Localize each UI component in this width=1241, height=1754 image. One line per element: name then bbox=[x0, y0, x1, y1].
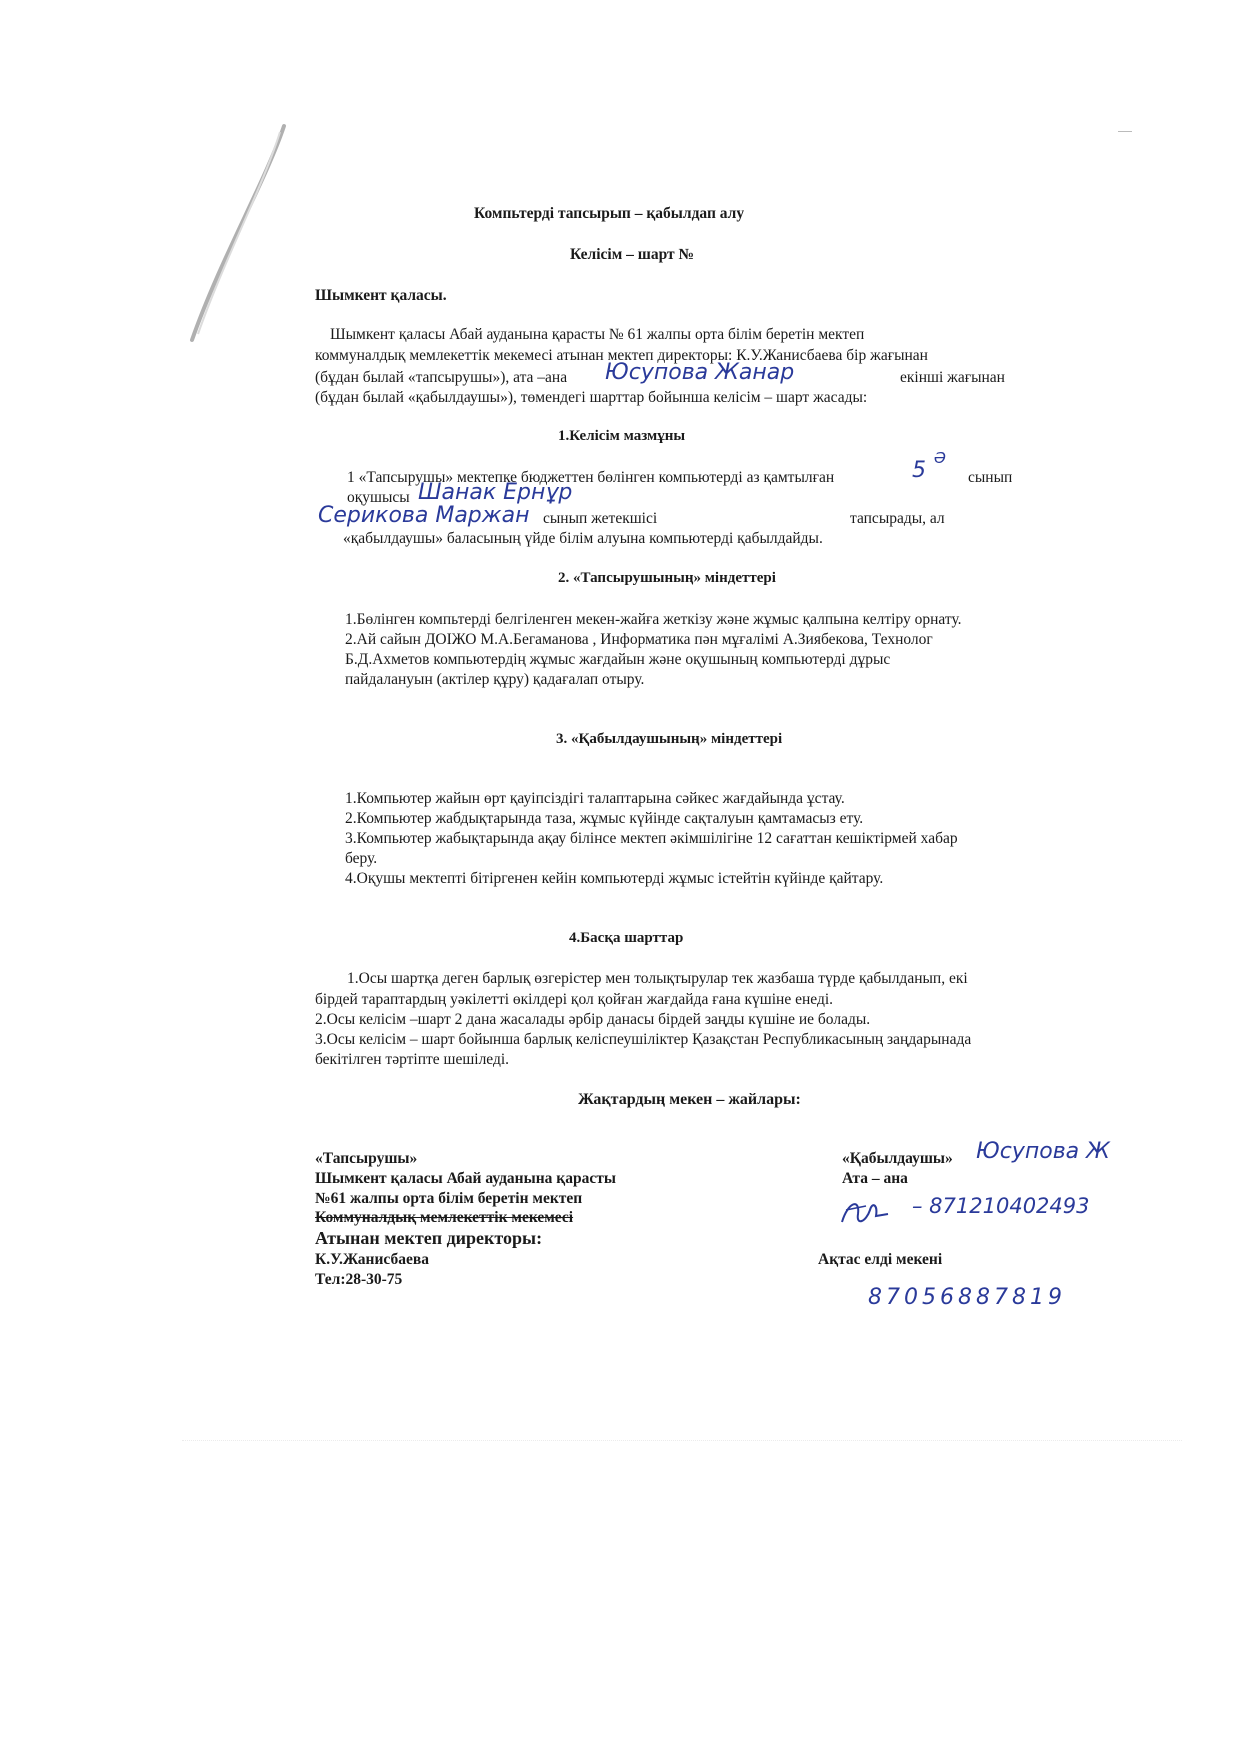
city-name: Шымкент қаласы. bbox=[315, 287, 447, 304]
giver-label: «Тапсырушы» bbox=[315, 1150, 418, 1167]
section-2-line-4: пайдалануын (актілер құру) қадағалап отыру. bbox=[345, 671, 645, 688]
section-2-line-2: 2.Ай сайын ДОІЖО М.А.Бегаманова , Информатика пән мұғалімі А.Зиябекова, Технолог bbox=[345, 631, 933, 648]
handwritten-grade: 5 bbox=[912, 458, 926, 483]
section-4-heading: 4.Басқа шарттар bbox=[569, 930, 684, 946]
pen-stroke-mark bbox=[180, 120, 290, 360]
section-2-line-3: Б.Д.Ахметов компьютердің жұмыс жағдайын және оқушының компьютерді дұрыс bbox=[345, 651, 891, 668]
section-2-line-1: 1.Бөлінген компьтерді белгіленген мекен-жайға жеткізу және жұмыс қалпына келтіру орнату. bbox=[345, 611, 962, 628]
scan-artifact-line bbox=[182, 1440, 1182, 1442]
giver-director-title: Атынан мектеп директоры: bbox=[315, 1228, 543, 1248]
intro-line-3b: екінші жағынан bbox=[900, 369, 1005, 386]
section-4-line-3: 2.Осы келісім –шарт 2 дана жасалады әрбір данасы бірдей заңды күшіне ие болады. bbox=[315, 1011, 871, 1028]
section-3-line-4: беру. bbox=[345, 850, 378, 867]
handwritten-parent-name: Юсупова Жанар bbox=[605, 360, 795, 385]
section-3-heading: 3. «Қабылдаушының» міндеттері bbox=[556, 731, 783, 747]
document-title: Компьтерді тапсырып – қабылдап алу bbox=[474, 205, 745, 222]
handwritten-receiver-iin: – 871210402493 bbox=[912, 1194, 1090, 1218]
section-1-line-1b: сынып bbox=[968, 469, 1013, 486]
section-3-line-5: 4.Оқушы мектепті бітіргенен кейін компьютерді жұмыс істейтін күйінде қайтару. bbox=[345, 870, 884, 887]
section-4-line-4: 3.Осы келісім – шарт бойынша барлық келіспеушіліктер Қазақстан Республикасының заңдарынада bbox=[315, 1031, 972, 1048]
section-1-line-2: оқушысы bbox=[347, 489, 410, 506]
receiver-label: «Қабылдаушы» bbox=[842, 1150, 953, 1167]
scan-mark bbox=[1118, 131, 1132, 132]
section-4-line-1: 1.Осы шартқа деген барлық өзгерістер мен толықтырулар тек жазбаша түрде қабылданып, екі bbox=[347, 970, 968, 987]
intro-line-1: Шымкент қаласы Абай ауданына қарасты № 61 жалпы орта білім беретін мектеп bbox=[330, 326, 865, 343]
handwritten-receiver-signature-name: Юсупова Ж bbox=[976, 1139, 1110, 1164]
section-1-line-3a: сынып жетекшісі bbox=[543, 510, 658, 527]
intro-line-3a: (бұдан былай «тапсырушы»), ата –ана bbox=[315, 369, 568, 386]
section-4-line-5: бекітілген тәртіпте шешіледі. bbox=[315, 1051, 510, 1068]
handwritten-student-name: Шанак Ернұр bbox=[418, 480, 573, 505]
giver-address-3: Коммуналдық мемлекеттік мекемесі bbox=[315, 1209, 574, 1226]
section-2-heading: 2. «Тапсырушының» міндеттері bbox=[558, 570, 776, 586]
receiver-locality: Ақтас елді мекені bbox=[818, 1251, 943, 1268]
giver-address-1: Шымкент қаласы Абай ауданына қарасты bbox=[315, 1170, 616, 1187]
intro-line-2: коммуналдық мемлекеттік мекемесі атынан мектеп директоры: К.У.Жанисбаева бір жағынан bbox=[315, 347, 928, 364]
section-3-line-1: 1.Компьютер жайын өрт қауіпсіздігі талаптарына сәйкес жағдайында ұстау. bbox=[345, 790, 845, 807]
handwritten-signature bbox=[836, 1192, 896, 1232]
section-3-line-2: 2.Компьютер жабдықтарында таза, жұмыс күйінде сақталуын қамтамасыз ету. bbox=[345, 810, 864, 827]
handwritten-teacher-name: Серикова Маржан bbox=[318, 503, 530, 528]
handwritten-grade-letter: Ә bbox=[934, 449, 946, 467]
section-1-line-1a: 1 «Тапсырушы» мектепке бюджеттен бөлінген компьютерді аз қамтылған bbox=[347, 469, 835, 486]
intro-line-4: (бұдан былай «қабылдаушы»), төмендегі шарттар бойынша келісім – шарт жасады: bbox=[315, 389, 868, 406]
section-3-line-3: 3.Компьютер жабықтарында ақау білінсе мектеп әкімшілігіне 12 сағаттан кешіктірмей хабар bbox=[345, 830, 958, 847]
section-4-line-2: бірдей тараптардың уәкілетті өкілдері қол қойған жағдайда ғана күшіне енеді. bbox=[315, 991, 834, 1008]
section-1-line-3b: тапсырады, ал bbox=[850, 510, 945, 527]
handwritten-receiver-phone: 87056887819 bbox=[868, 1285, 1066, 1310]
section-1-heading: 1.Келісім мазмұны bbox=[558, 428, 686, 444]
addresses-heading: Жақтардың мекен – жайлары: bbox=[578, 1091, 801, 1108]
giver-phone: Тел:28-30-75 bbox=[315, 1271, 403, 1288]
giver-address-2: №61 жалпы орта білім беретін мектеп bbox=[315, 1190, 583, 1207]
receiver-role: Ата – ана bbox=[842, 1170, 908, 1187]
section-1-line-4: «қабылдаушы» баласының үйде білім алуына компьютерді қабылдайды. bbox=[343, 530, 823, 547]
document-subtitle: Келісім – шарт № bbox=[570, 246, 695, 263]
giver-director-name: К.У.Жанисбаева bbox=[315, 1251, 429, 1268]
